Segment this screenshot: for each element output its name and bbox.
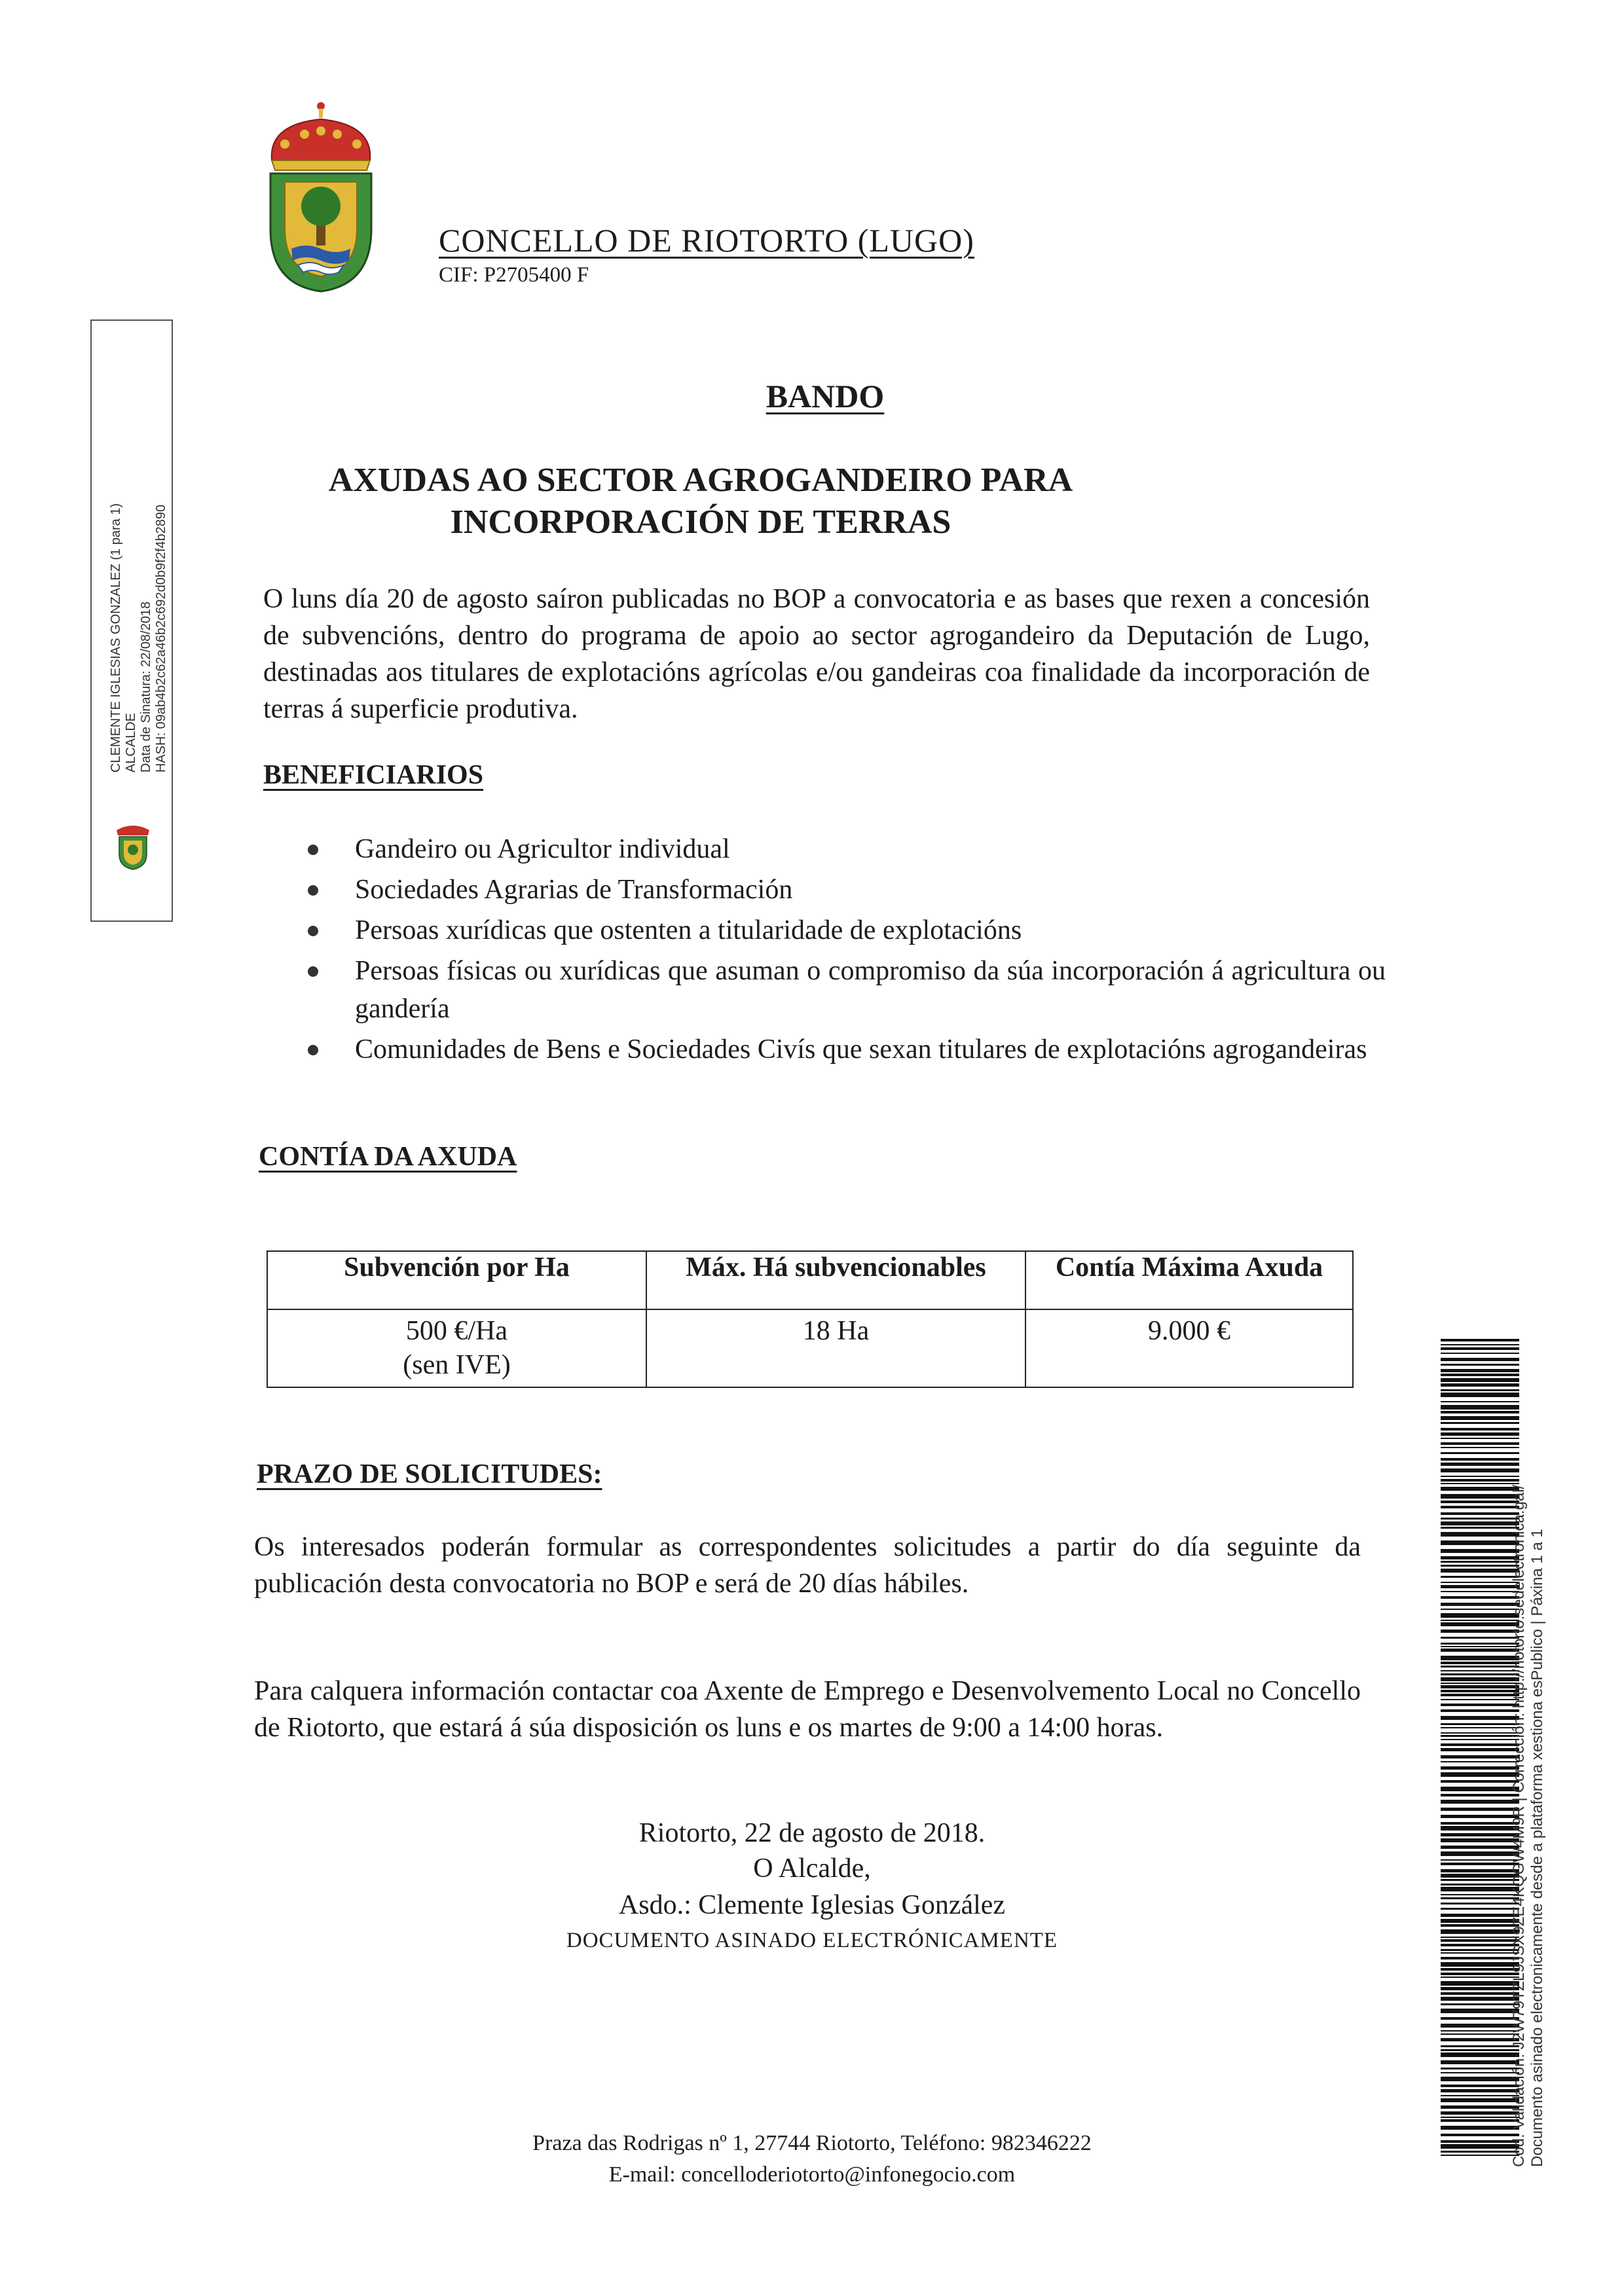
stamp-coat-of-arms [103,818,162,871]
document-subtitle: AXUDAS AO SECTOR AGROGANDEIRO PARA INCORPORACIÓN DE TERRAS [328,462,1073,541]
bullet-icon [308,966,318,977]
signature-stamp-text [109,503,169,773]
intro-paragraph: O luns día 20 de agosto saíron publicadas no BOP a convocatoria e as bases que rexen a concesión de subvencións, dentro do programa de apoio ao sector agrogandeiro da Deputación de Lugo, destinadas aos titulares de explotacións agrícolas e/ou gandeiras coa finalidade da incorporación de terras á superficie produtiva. [263,584,1370,724]
stamp-date: Data de Sinatura: 22/08/2018 [139,601,153,773]
organization-cif: CIF: P2705400 F [439,263,589,287]
table-header-cell: Máx. Há subvencionables [646,1251,1025,1309]
subsidy-per-ha-value: 500 €/Ha [405,1316,508,1346]
info-paragraph: Para calquera información contactar coa Axente de Emprego e Desenvolvemento Local no Concello de Riotorto, que estará á súa disposición os luns e os martes de 9:00 a 14:00 horas. [254,1676,1361,1743]
signature-name: Asdo.: Clemente Iglesias González [618,1890,1006,1920]
municipal-coat-of-arms [259,98,383,295]
table-cell [267,1309,646,1387]
beneficiaries-heading: BENEFICIARIOS [263,760,484,790]
list-item: Gandeiro ou Agricultor individual [305,830,1386,868]
signature-role: O Alcalde, [753,1853,871,1884]
bullet-icon [308,1045,318,1055]
table-header-cell: Subvención por Ha [267,1251,646,1309]
list-item: Persoas xurídicas que ostenten a titularidade de explotacións [305,911,1386,949]
list-item: Sociedades Agrarias de Transformación [305,871,1386,909]
subsidy-per-ha-note: (sen IVE) [403,1350,511,1380]
deadline-heading: PRAZO DE SOLICITUDES: [257,1459,602,1489]
validation-text [1510,1485,1547,2167]
organization-name: CONCELLO DE RIOTORTO (LUGO) [439,222,974,259]
table-cell: 18 Ha [646,1309,1025,1387]
bullet-icon [308,926,318,936]
table-header-cell: Contía Máxima Axuda [1025,1251,1353,1309]
document-heading-text: BANDO [766,378,885,414]
stamp-hash: HASH: 09ab4b2c62a46b2c692d0b9f2f4b2890 [154,504,168,773]
validation-code: Cod. Validación: J2W79TZL9JSX9ZE4KQGW4M9R | Corrección: http://riotorto.sedelectronica.gal/ [1510,1484,1528,2167]
aid-amount-table [267,1250,1354,1388]
stamp-role: ALCALDE [124,712,138,773]
table-header-row [267,1251,1353,1309]
amount-heading: CONTÍA DA AXUDA [259,1142,517,1172]
electronic-signature-note: DOCUMENTO ASINADO ELECTRÓNICAMENTE [566,1929,1058,1952]
footer-address: Praza das Rodrigas nº 1, 27744 Riotorto, Teléfono: 982346222 [532,2131,1092,2155]
beneficiaries-list [305,830,1386,1071]
table-row [267,1309,1353,1387]
list-item: Persoas físicas ou xurídicas que asuman o compromiso da súa incorporación á agricultura ou gandería [305,952,1386,1028]
document-heading [0,377,1624,415]
validation-barcode [1441,1339,1519,2157]
stamp-signer: CLEMENTE IGLESIAS GONZALEZ (1 para 1) [109,503,123,773]
table-cell: 9.000 € [1025,1309,1353,1387]
signature-date: Riotorto, 22 de agosto de 2018. [638,1818,986,1848]
validation-platform: Documento asinado electronicamente desde a plataforma xestiona esPublico | Páxina 1 a 1 [1528,1529,1546,2167]
bullet-icon [308,885,318,896]
bullet-icon [308,845,318,855]
list-item: Comunidades de Bens e Sociedades Civís que sexan titulares de explotacións agrogandeiras [305,1030,1386,1068]
footer-email: E-mail: concelloderiotorto@infonegocio.com [608,2162,1016,2187]
deadline-paragraph: Os interesados poderán formular as correspondentes solicitudes a partir do día seguinte da publicación desta convocatoria no BOP e será de 20 días hábiles. [254,1532,1361,1599]
